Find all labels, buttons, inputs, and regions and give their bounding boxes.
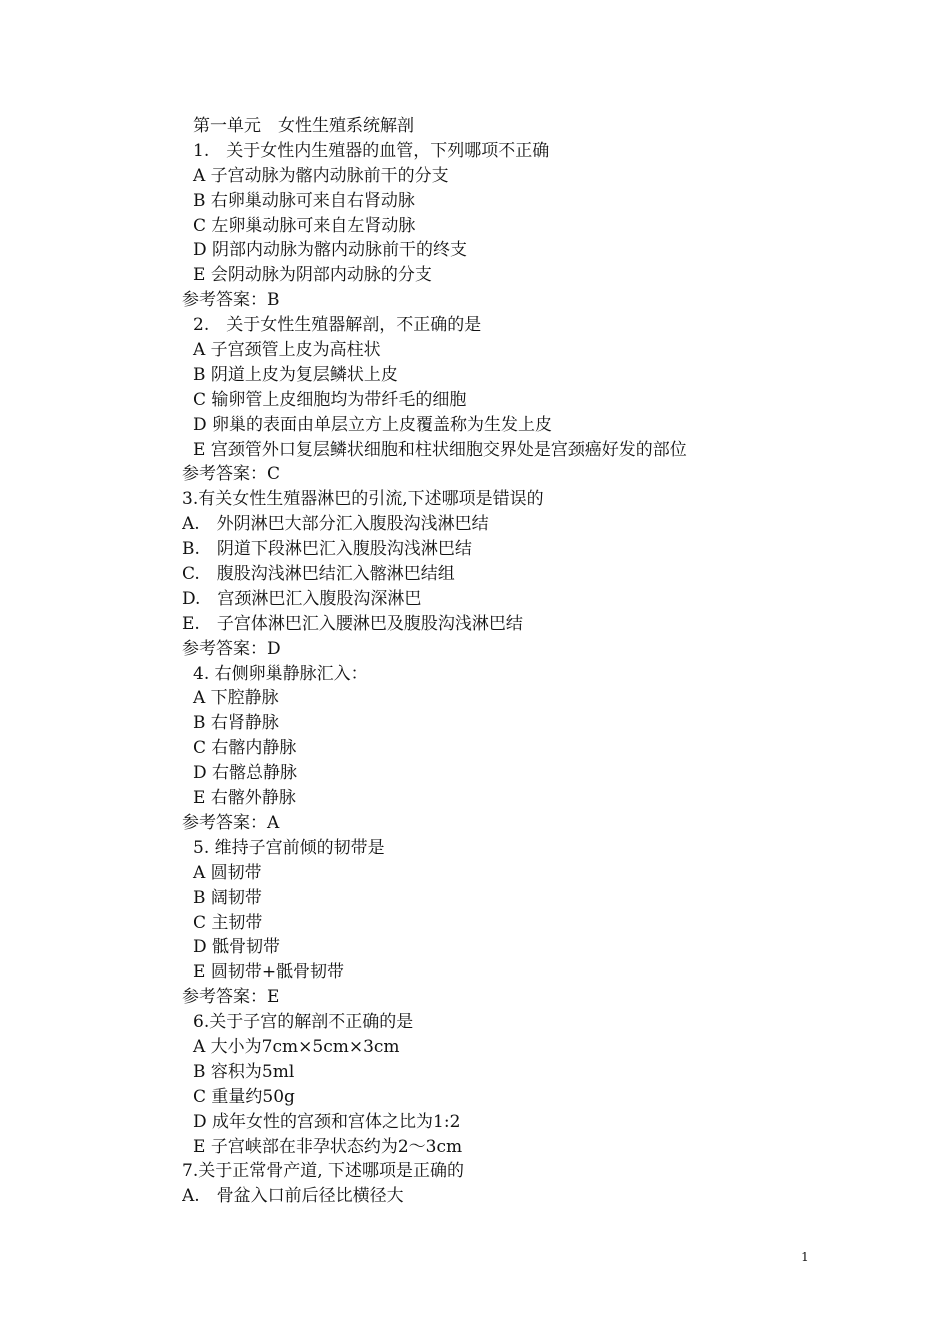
text-line: C 输卵管上皮细胞均为带纤毛的细胞 [193, 389, 467, 410]
text-line: C 右髂内静脉 [193, 738, 297, 759]
text-line: D 阴部内动脉为髂内动脉前干的终支 [193, 240, 468, 261]
text-line: C 主韧带 [193, 912, 263, 933]
text-line: A 子宫动脉为髂内动脉前干的分支 [193, 165, 449, 186]
text-line: 4. 右侧卵巢静脉汇入： [193, 663, 368, 684]
text-line: C 重量约50g [193, 1086, 295, 1107]
text-line: B 阴道上皮为复层鳞状上皮 [193, 364, 398, 385]
text-line: A 圆韧带 [193, 862, 262, 883]
text-line: C 左卵巢动脉可来自左肾动脉 [193, 215, 416, 236]
text-line: E. 子宫体淋巴汇入腰淋巴及腹股沟浅淋巴结 [182, 613, 523, 634]
text-line: D. 宫颈淋巴汇入腹股沟深淋巴 [182, 588, 422, 609]
text-line: 2. 关于女性生殖器解剖，不正确的是 [193, 315, 482, 336]
text-line: B 阔韧带 [193, 887, 262, 908]
text-line: B. 阴道下段淋巴汇入腹股沟浅淋巴结 [182, 539, 472, 560]
text-line: A 子宫颈管上皮为高柱状 [193, 340, 381, 361]
text-line: 1. 关于女性内生殖器的血管，下列哪项不正确 [193, 140, 550, 161]
text-line: E 会阴动脉为阴部内动脉的分支 [193, 265, 432, 286]
text-line: 参考答案：B [182, 290, 280, 311]
text-line: A 大小为7cm×5cm×3cm [193, 1036, 400, 1057]
text-line: 5. 维持子宫前倾的韧带是 [193, 837, 385, 858]
text-line: 6.关于子宫的解剖不正确的是 [193, 1012, 414, 1033]
text-line: D 成年女性的宫颈和宫体之比为1:2 [193, 1111, 461, 1132]
text-line: E 子宫峡部在非孕状态约为2～3cm [193, 1136, 463, 1157]
text-line: B 右肾静脉 [193, 713, 279, 734]
text-line: B 容积为5ml [193, 1061, 295, 1082]
text-line: B 右卵巢动脉可来自右肾动脉 [193, 190, 415, 211]
text-line: E 圆韧带+骶骨韧带 [193, 962, 345, 983]
page-number: 1 [801, 1250, 809, 1264]
text-line: A. 外阴淋巴大部分汇入腹股沟浅淋巴结 [182, 514, 489, 535]
text-line: A 下腔静脉 [193, 688, 279, 709]
text-line: C. 腹股沟浅淋巴结汇入髂淋巴结组 [182, 564, 455, 585]
text-line: D 右髂总静脉 [193, 763, 298, 784]
text-line: 参考答案：E [182, 987, 280, 1008]
text-line: 参考答案：A [182, 812, 280, 833]
text-line: 3.有关女性生殖器淋巴的引流,下述哪项是错误的 [182, 489, 544, 510]
text-line: A. 骨盆入口前后径比横径大 [182, 1186, 404, 1207]
text-line: D 卵巢的表面由单层立方上皮覆盖称为生发上皮 [193, 414, 553, 435]
text-line: 7.关于正常骨产道, 下述哪项是正确的 [182, 1161, 465, 1182]
text-line: D 骶骨韧带 [193, 937, 281, 958]
text-line: E 右髂外静脉 [193, 788, 296, 809]
text-line: E 宫颈管外口复层鳞状细胞和柱状细胞交界处是宫颈癌好发的部位 [193, 439, 687, 460]
text-line: 参考答案：C [182, 464, 281, 485]
text-line: 第一单元 女性生殖系统解剖 [193, 116, 414, 136]
text-line: 参考答案：D [182, 638, 281, 659]
exam-text-body [182, 114, 882, 1209]
